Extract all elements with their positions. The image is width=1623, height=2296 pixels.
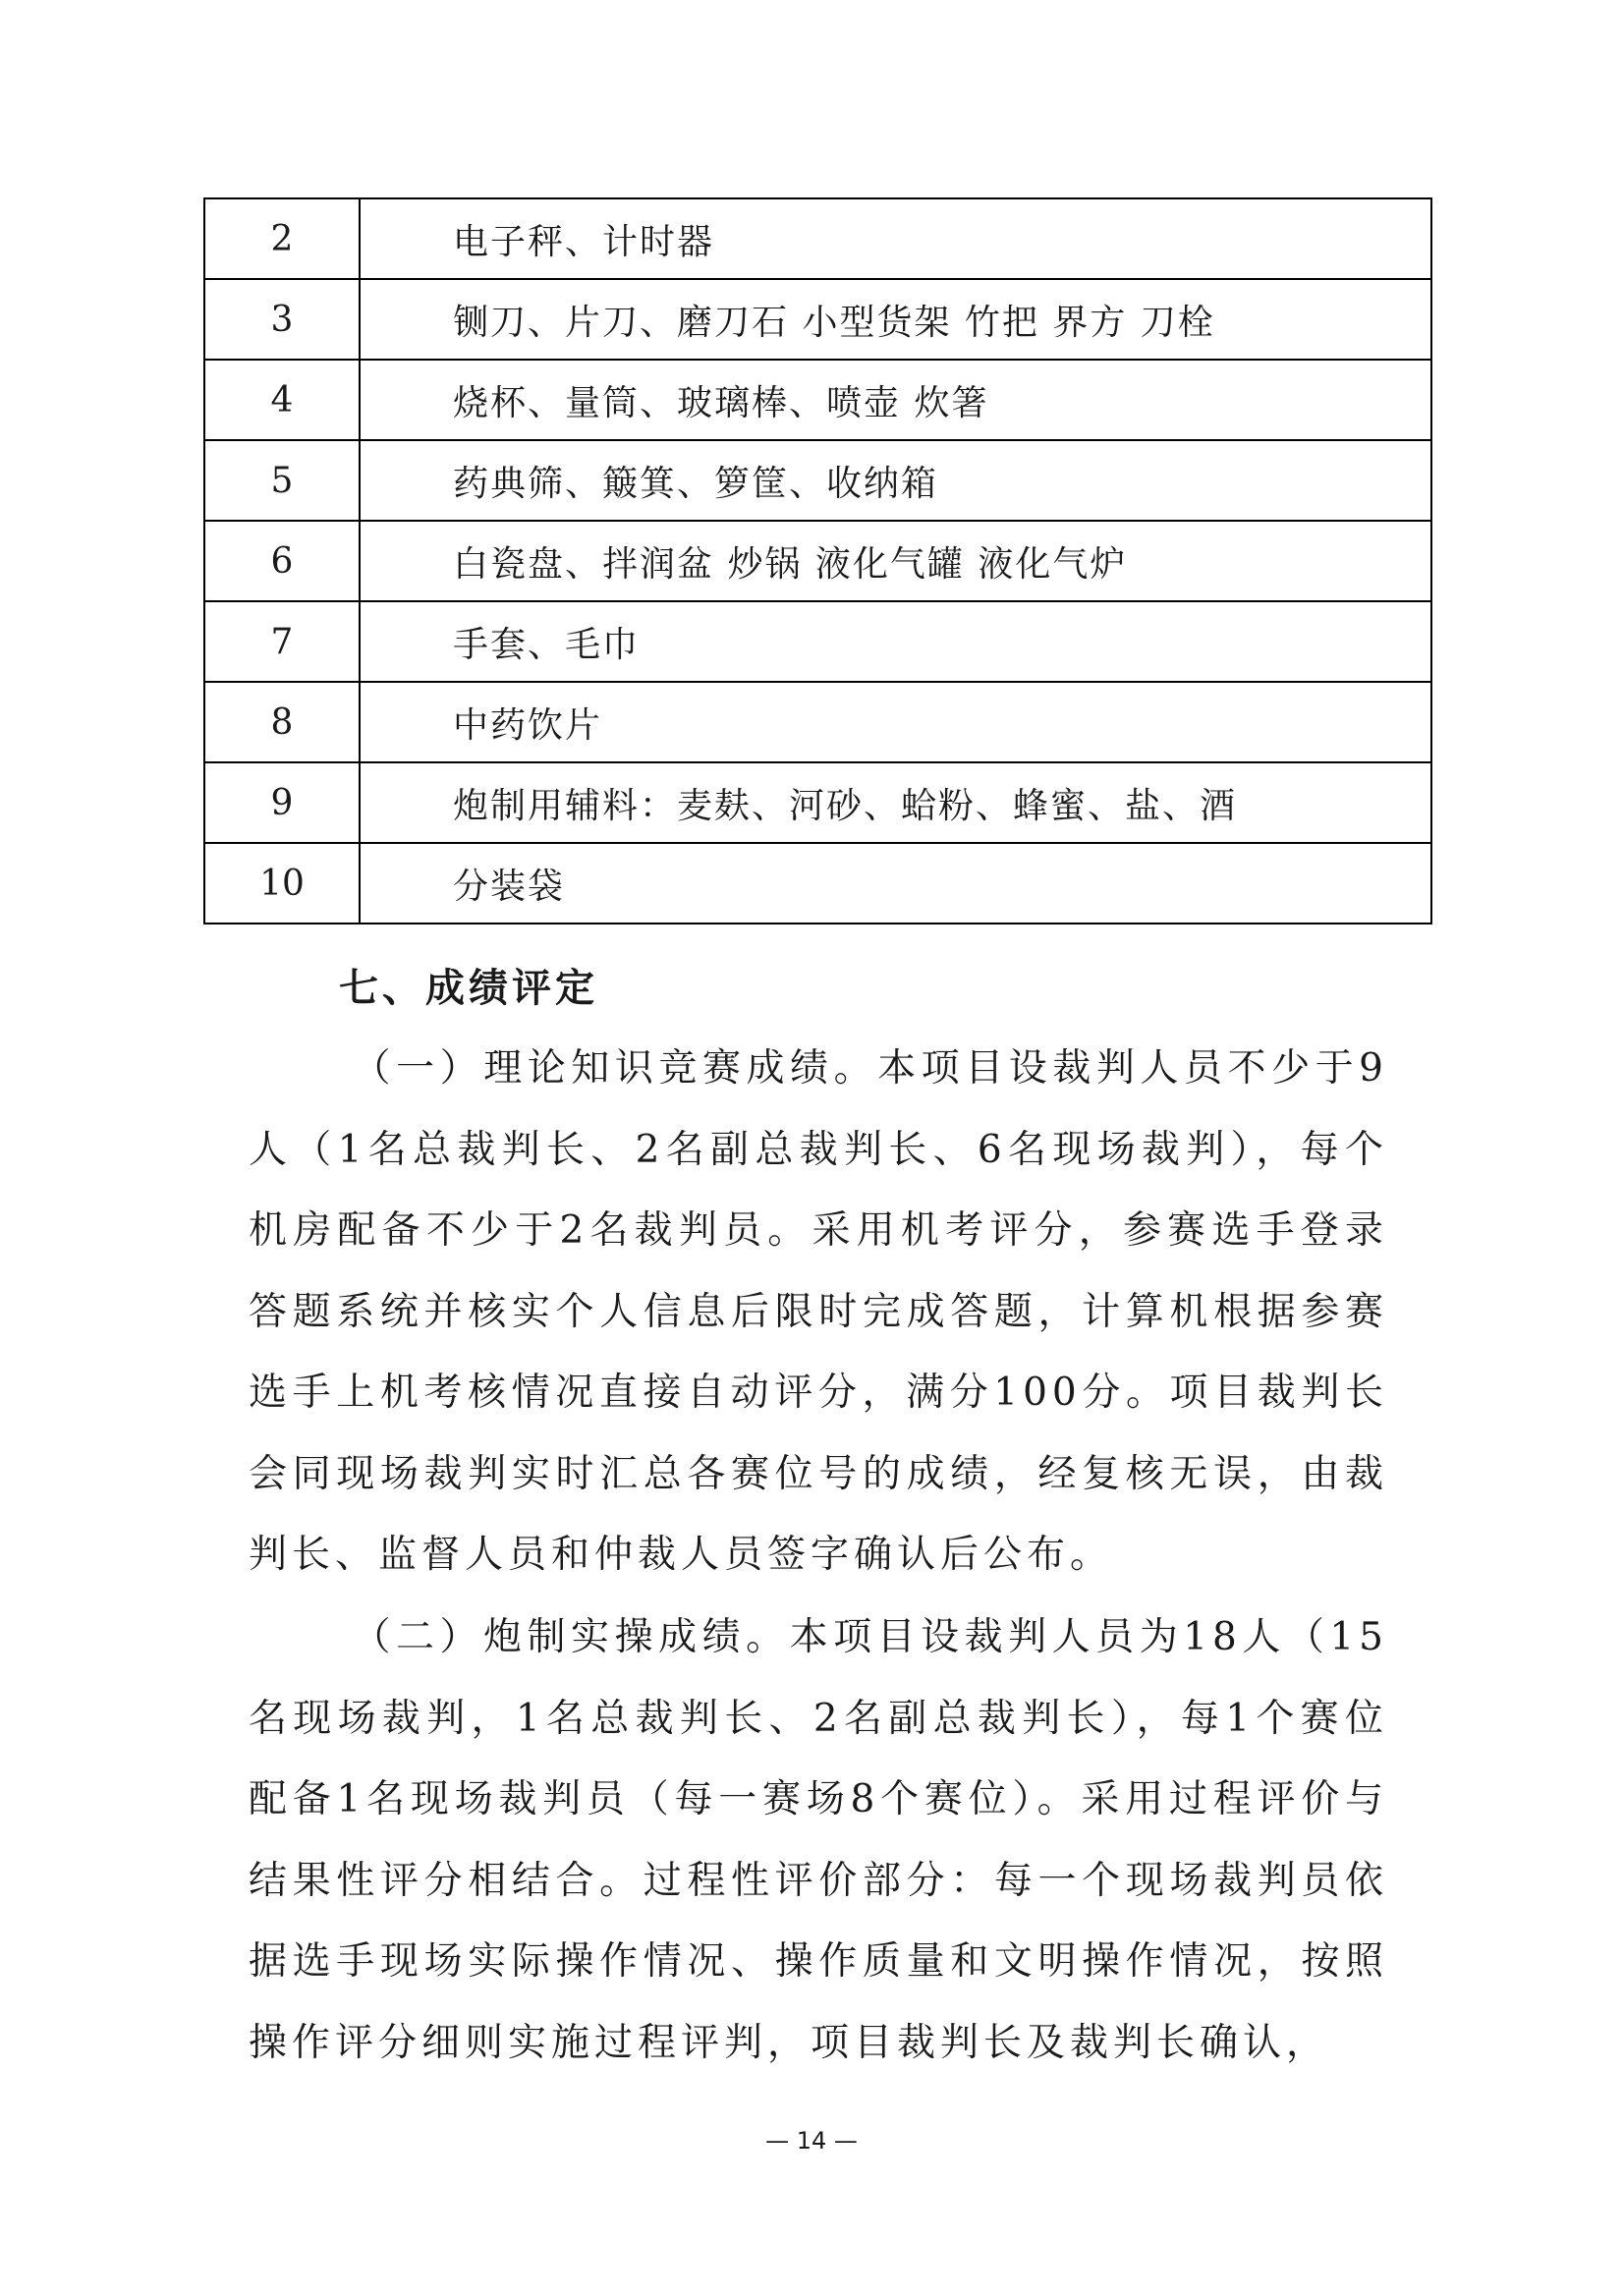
section-heading: 七、成绩评定 xyxy=(339,965,598,1011)
paragraph-theory-score xyxy=(249,1029,1388,1596)
table-row xyxy=(204,521,1431,601)
table-row xyxy=(204,843,1431,924)
table-row xyxy=(204,279,1431,360)
table-row xyxy=(204,682,1431,762)
row-item: 烧杯、量筒、玻璃棒、喷壶 炊箸 xyxy=(360,360,1431,440)
equipment-table xyxy=(203,197,1432,924)
page-number: — 14 — xyxy=(765,2127,858,2155)
row-item: 手套、毛巾 xyxy=(360,601,1431,682)
row-item: 白瓷盘、拌润盆 炒锅 液化气罐 液化气炉 xyxy=(360,521,1431,601)
row-number: 7 xyxy=(204,601,360,682)
table-row xyxy=(204,440,1431,521)
paragraph-practical-score xyxy=(249,1597,1388,2084)
row-number: 2 xyxy=(204,198,360,279)
row-number: 6 xyxy=(204,521,360,601)
row-item: 药典筛、簸箕、箩筐、收纳箱 xyxy=(360,440,1431,521)
row-item: 炮制用辅料：麦麸、河砂、蛤粉、蜂蜜、盐、酒 xyxy=(360,762,1431,843)
table-row xyxy=(204,601,1431,682)
row-item: 电子秤、计时器 xyxy=(360,198,1431,279)
row-number: 5 xyxy=(204,440,360,521)
row-number: 9 xyxy=(204,762,360,843)
row-item: 中药饮片 xyxy=(360,682,1431,762)
table-row xyxy=(204,198,1431,279)
row-number: 10 xyxy=(204,843,360,924)
paragraph-text: （一）理论知识竞赛成绩。本项目设裁判人员不少于9人（1名总裁判长、2名副总裁判长、6名现场裁判），每个机房配备不少于2名裁判员。采用机考评分，参赛选手登录答题系统并核实个人信息后限时完成答题，计算机根据参赛选手上机考核情况直接自动评分，满分100分。项目裁判长会同现场裁判实时汇总各赛位号的成绩，经复核无误，由裁判长、监督人员和仲裁人员签字确认后公布。 xyxy=(249,1046,1388,1577)
row-item: 铡刀、片刀、磨刀石 小型货架 竹把 界方 刀栓 xyxy=(360,279,1431,360)
row-number: 4 xyxy=(204,360,360,440)
paragraph-text: （二）炮制实操成绩。本项目设裁判人员为18人（15名现场裁判，1名总裁判长、2名副总裁判长），每1个赛位配备1名现场裁判员（每一赛场8个赛位）。采用过程评价与结果性评分相结合。过程性评价部分：每一个现场裁判员依据选手现场实际操作情况、操作质量和文明操作情况，按照操作评分细则实施过程评判，项目裁判长及裁判长确认， xyxy=(249,1615,1388,2065)
row-number: 3 xyxy=(204,279,360,360)
table-row xyxy=(204,762,1431,843)
row-number: 8 xyxy=(204,682,360,762)
table-row xyxy=(204,360,1431,440)
row-item: 分装袋 xyxy=(360,843,1431,924)
